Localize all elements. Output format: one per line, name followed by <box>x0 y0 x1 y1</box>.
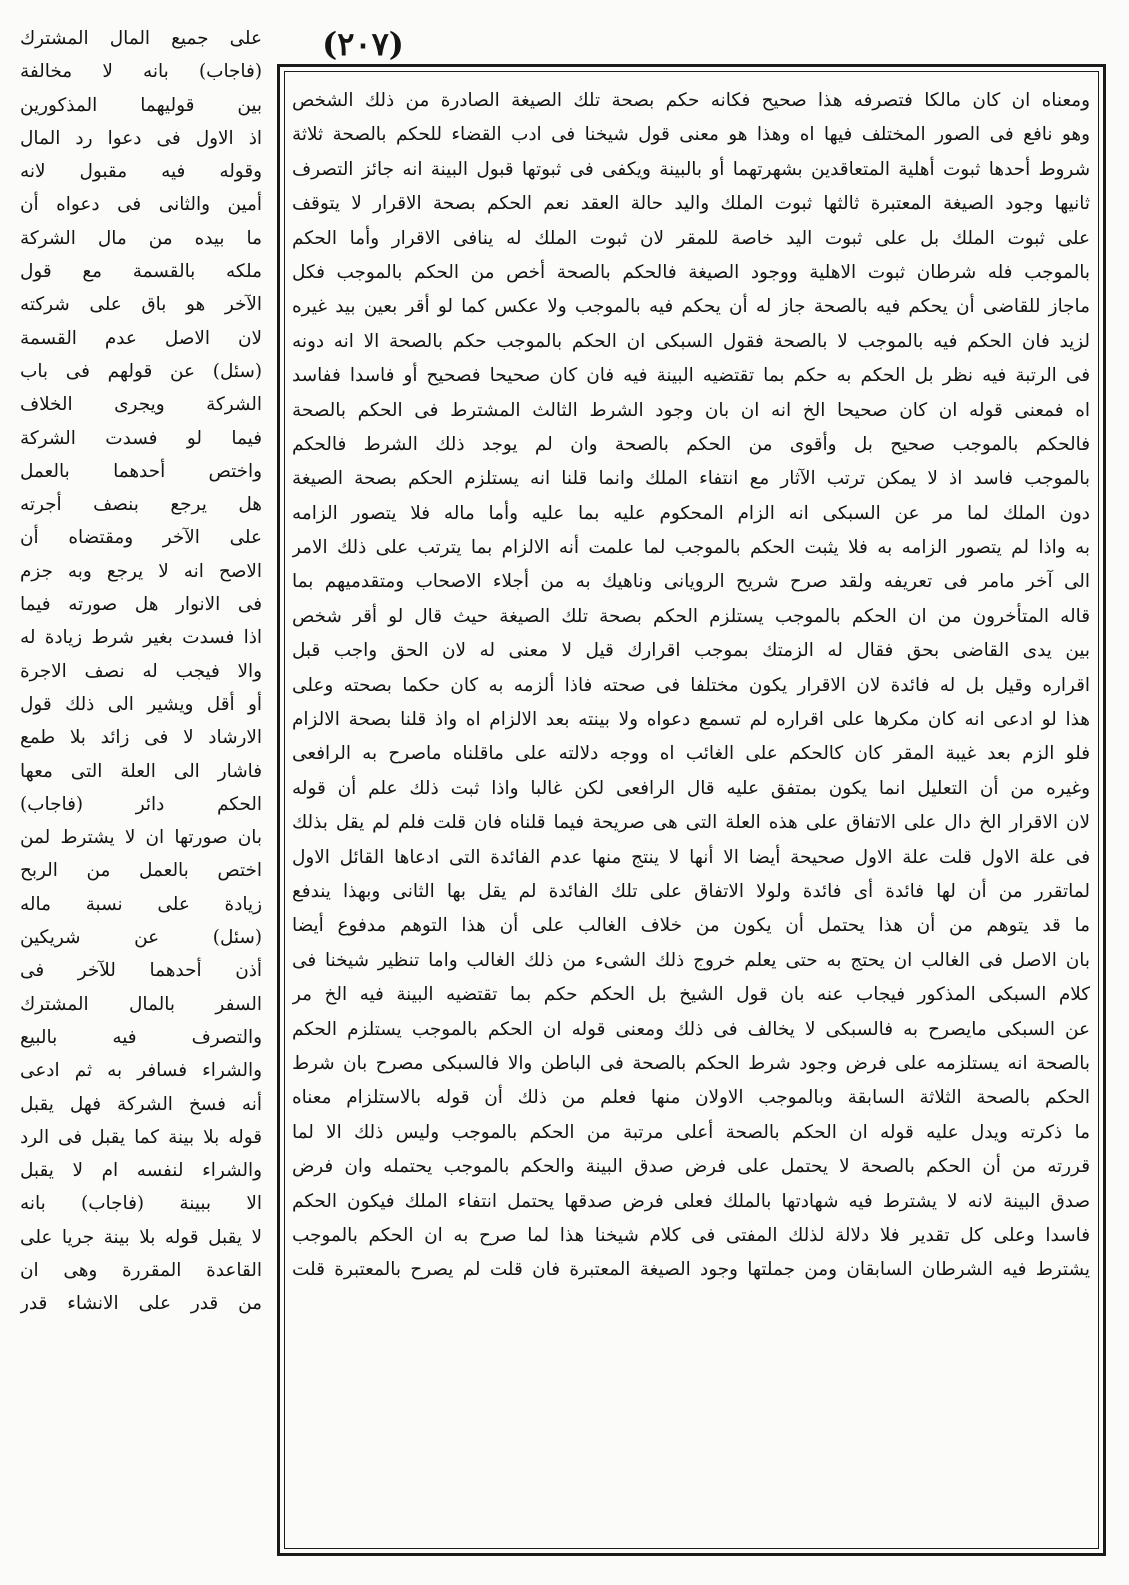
main-text-line: شروط أحدها ثبوت أهلية المتعاقدين بشهرتهما أو بالبينة ويكفى فى ثبوتها قبول البينة انه جائز التصرف <box>292 158 1090 180</box>
margin-text-line: واختص أحدهما بالعمل <box>20 460 262 482</box>
main-text-line: اقراره وقيل بل له فائدة لان الاقرار يكون مختلفا فى صحته فاذا ألزمه به كان حكما بصحته وعلى <box>292 674 1090 696</box>
margin-text-line: بين قوليهما المذكورين <box>20 94 262 116</box>
main-text-line <box>292 1494 1090 1528</box>
margin-text-line <box>20 1354 262 1387</box>
margin-text-line: السفر بالمال المشترك <box>20 993 262 1015</box>
margin-text-line: اذا فسدت بغير شرط زيادة له <box>20 627 262 649</box>
margin-text-line: لا يقبل قوله بلا بينة جريا على <box>20 1226 262 1248</box>
margin-text-line: والشراء فسافر به ثم ادعى <box>20 1060 262 1082</box>
main-text-line: ثانيها وجود الصيغة المعتبرة ثالثها ثبوت الملك واليد حالة العقد نعم الحكم بصحة الاقرار لا يتوقف <box>292 193 1090 215</box>
margin-text-line: (سئل) عن شريكين <box>20 927 262 949</box>
main-text-line: ما قد يتوهم من أن هذا يحتمل أن يكون من خلاف الغالب على أن هذا التوهم مدفوع أيضا <box>292 915 1090 937</box>
main-text-block <box>292 84 1090 1546</box>
main-text-line: على ثبوت الملك بل على ثبوت اليد خاصة للمقر لان ثبوت الملك له ينافى الاقرار وأما الحكم <box>292 227 1090 249</box>
margin-text-line <box>20 1387 262 1420</box>
margin-text-line: الاصح انه لا يرجع وبه جزم <box>20 560 262 582</box>
main-text-line: بان الاصل فى الغالب ان يحتج به حتى يعلم خروج ذلك الشىء من ذلك الغالب واما تنظير شيخنا فى <box>292 949 1090 971</box>
main-text-line: قاله المتأخرون من ان الحكم بالموجب يستلزم الحكم بصحة تلك الصيغة حيث قال لو أقر شخص <box>292 605 1090 627</box>
margin-text-line: ما بيده من مال الشركة <box>20 227 262 249</box>
margin-text-line <box>20 1487 262 1520</box>
main-text-line: بالموجب فاسد اذ لا يمكن ترتب الآثار مع انتفاء الملك وانما قلنا انه يستلزم الحكم بصحة الصيغة <box>292 468 1090 490</box>
main-text-line: ما ذكرته ويدل عليه قوله ان الحكم بالصحة أعلى مرتبة من الحكم بالموجب وليس ذلك الا لما <box>292 1121 1090 1143</box>
margin-text-line: من قدر على الانشاء قدر <box>20 1293 262 1315</box>
main-text-line: بالصحة انه يستلزمه على فرض وجود شرط الحكم بالصحة فى الباطن والا فالسبكى مصرح بان شرط <box>292 1052 1090 1074</box>
main-text-line <box>292 1391 1090 1425</box>
main-text-line: اه فمعنى قوله ان كان صحيحا الخ انه ان بان وجود الشرط الثالث المشترط فى الحكم بالصحة <box>292 399 1090 421</box>
margin-text-line: الشركة ويجرى الخلاف <box>20 394 262 416</box>
main-text-line: كلام السبكى المذكور فيجاب عنه بان قول الشيخ بل الحكم حكم بما تقتضيه البينة فيه الخ مر <box>292 984 1090 1006</box>
margin-text-line: (سئل) عن قولهم فى باب <box>20 360 262 382</box>
margin-text-line: هل يرجع بنصف أجرته <box>20 494 262 516</box>
margin-text-line: الارشاد لا فى زائد بلا طمع <box>20 727 262 749</box>
main-text-line: ماجاز للقاضى أن يحكم فيه بالصحة جاز له أن يحكم فيه بالموجب ولا عكس كما لو أقر بعين بيد غيره <box>292 296 1090 318</box>
margin-text-line <box>20 1420 262 1453</box>
main-text-line <box>292 1425 1090 1459</box>
margin-text-line: والشراء لنفسه ام لا يقبل <box>20 1160 262 1182</box>
margin-text-line: (فاجاب) بانه لا مخالفة <box>20 61 262 83</box>
margin-text-line: أمين والثانى فى دعواه أن <box>20 194 262 216</box>
main-text-line: بالموجب فله شرطان ثبوت الاهلية ووجود الصيغة فالحكم بالصحة أخص من الحكم بالموجب فكل <box>292 261 1090 283</box>
main-text-line: عن السبكى مايصرح به فالسبكى لا يخالف فى ذلك ومعنى قوله ان الحكم بالموجب يستلزم الحكم <box>292 1018 1090 1040</box>
margin-text-line: والا فيجب له نصف الاجرة <box>20 660 262 682</box>
main-text-line: وغيره من أن التعليل انما يكون بمتفق عليه قال الرافعى لكن غالبا واذا ثبت ذلك علم أن قوله <box>292 777 1090 799</box>
margin-text-line: فاشار الى العلة التى معها <box>20 760 262 782</box>
main-text-line: هذا لو ادعى انه كان مكرها على اقراره لم تسمع دعواه ولا بينته بعد الالزام اه واذ قلنا بصحة الالزام <box>292 709 1090 731</box>
margin-text-line <box>20 1520 262 1553</box>
margin-text-line: فيما لو فسدت الشركة <box>20 427 262 449</box>
margin-text-line: فى الانوار هل صورته فيما <box>20 594 262 616</box>
margin-text-line: الآخر هو باق على شركته <box>20 294 262 316</box>
main-text-line: يشترط فيه الشرطان السابقان ومن جملتها وجود الصيغة المعتبرة فان قلت لم يصرح بالمعتبرة قلت <box>292 1259 1090 1281</box>
margin-text-line: اذ الاول فى دعوا رد المال <box>20 127 262 149</box>
margin-text-line: وقوله فيه مقبول لانه <box>20 161 262 183</box>
margin-text-line: والتصرف فيه بالبيع <box>20 1026 262 1048</box>
main-text-line: لان الاقرار الخ دال على الاتفاق على هذه العلة التى هى صريحة فيما قلناه فان قلت فلم لم يقل بذلك <box>292 812 1090 834</box>
main-text-line: الى آخر مامر فى تعريفه ولقد صرح شريح الرويانى وناهيك به من أجلاء الاصحاب ومتقدميهم بما <box>292 571 1090 593</box>
margin-text-line: قوله بلا بينة كما يقبل فى الرد <box>20 1126 262 1148</box>
main-text-line: صدق البينة لانه لا يشترط فيه شهادتها بالملك فعلى فرض صدقها يحتمل انتفاء الملك فيكون الحكم <box>292 1190 1090 1212</box>
main-text-line: دون الملك لما مر عن السبكى انه الزام المحكوم عليه بما عليه وأما ماله فلا يتصور الزامه <box>292 502 1090 524</box>
main-text-line: قررته من أن الحكم بالصحة لا يحتمل على فرض صدق البينة والحكم بالموجب يحتمله وان فرض <box>292 1156 1090 1178</box>
margin-text-line: أو أقل ويشير الى ذلك قول <box>20 693 262 715</box>
main-text-line: فى الرتبة فيه نظر بل الحكم به حكم بما تقتضيه البينة فيه فان كان صحيحا فصحيح أو فاسدا ففاسد <box>292 365 1090 387</box>
margin-text-line: اختص بالعمل من الربح <box>20 860 262 882</box>
main-text-line: به واذا لم يتصور الزامه به فلا يثبت الحكم بالموجب لما علمت أنه الالزام بما يترتب على ذلك الامر <box>292 537 1090 559</box>
page-number: (٢٠٧) <box>322 25 404 63</box>
main-text-line: وهو نافع فى الصور المختلف فيها اه وهذا هو معنى قول شيخنا فى ادب القضاء للحكم بالصحة ثلاثة <box>292 124 1090 146</box>
margin-text-line: أذن أحدهما للآخر فى <box>20 960 262 982</box>
main-text-line: ومعناه ان كان مالكا فتصرفه هذا صحيح فكانه حكم بصحة تلك الصيغة الصادرة من ذلك الشخص <box>292 90 1090 111</box>
margin-text-line <box>20 1454 262 1487</box>
margin-text-line: بان صورتها ان لا يشترط لمن <box>20 827 262 849</box>
main-text-line: فلو الزم بعد غيبة المقر كان كالحكم على الغائب اه ووجه دلالته على ماقلناه ماصرح به الرافعى <box>292 743 1090 765</box>
margin-text-line: لان الاصل عدم القسمة <box>20 327 262 349</box>
main-text-line: لزيد فان الحكم فيه بالموجب لا بالصحة فقول السبكى ان الحكم بالموجب حكم بالصحة الا انه دونه <box>292 330 1090 352</box>
main-text-line <box>292 1322 1090 1356</box>
margin-text-line: الا ببينة (فاجاب) بانه <box>20 1193 262 1215</box>
main-text-line: بين يدى القاضى بحق فقال له الزمتك بموجب اقرارك قيل لا معنى له لان الحق واجب قبل <box>292 640 1090 662</box>
main-text-line <box>292 1288 1090 1322</box>
main-text-line: لماتقرر من أن لها فائدة أى فائدة ولولا الاتفاق على تلك الفائدة لم يقل بها الثانى وبهذا يندفع <box>292 880 1090 902</box>
margin-text-line: على الآخر ومقتضاه أن <box>20 527 262 549</box>
margin-text-line: الحكم دائر (فاجاب) <box>20 793 262 815</box>
margin-text-line: أنه فسخ الشركة فهل يقبل <box>20 1093 262 1115</box>
margin-commentary-block <box>20 22 262 1562</box>
main-text-line <box>292 1460 1090 1494</box>
margin-text-line: القاعدة المقررة وهى ان <box>20 1259 262 1281</box>
margin-text-line: زيادة على نسبة ماله <box>20 893 262 915</box>
main-text-line <box>292 1356 1090 1390</box>
main-text-line: فالحكم بالموجب صحيح بل وأقوى من الحكم بالصحة وان لم يوجد ذلك الشرط فالحكم <box>292 433 1090 455</box>
main-text-line: فاسدا وعلى كل تقدير فلا دلالة لذلك المفتى فى كلام شيخنا هذا لما صرح به ان الحكم بالموجب <box>292 1224 1090 1246</box>
margin-text-line <box>20 1321 262 1354</box>
margin-text-line: على جميع المال المشترك <box>20 28 262 49</box>
margin-text-line: ملكه بالقسمة مع قول <box>20 261 262 283</box>
main-text-line: فى علة الاول قلت علة الاول صحيحة أيضا الا أنها لا ينتج منها عدم الفائدة التى ادعاها القائل الاول <box>292 846 1090 868</box>
main-text-line: الحكم بالصحة الثلاثة السابقة وبالموجب الاولان منها فعلم من ذلك أن قوله بالاستلزام معناه <box>292 1087 1090 1109</box>
